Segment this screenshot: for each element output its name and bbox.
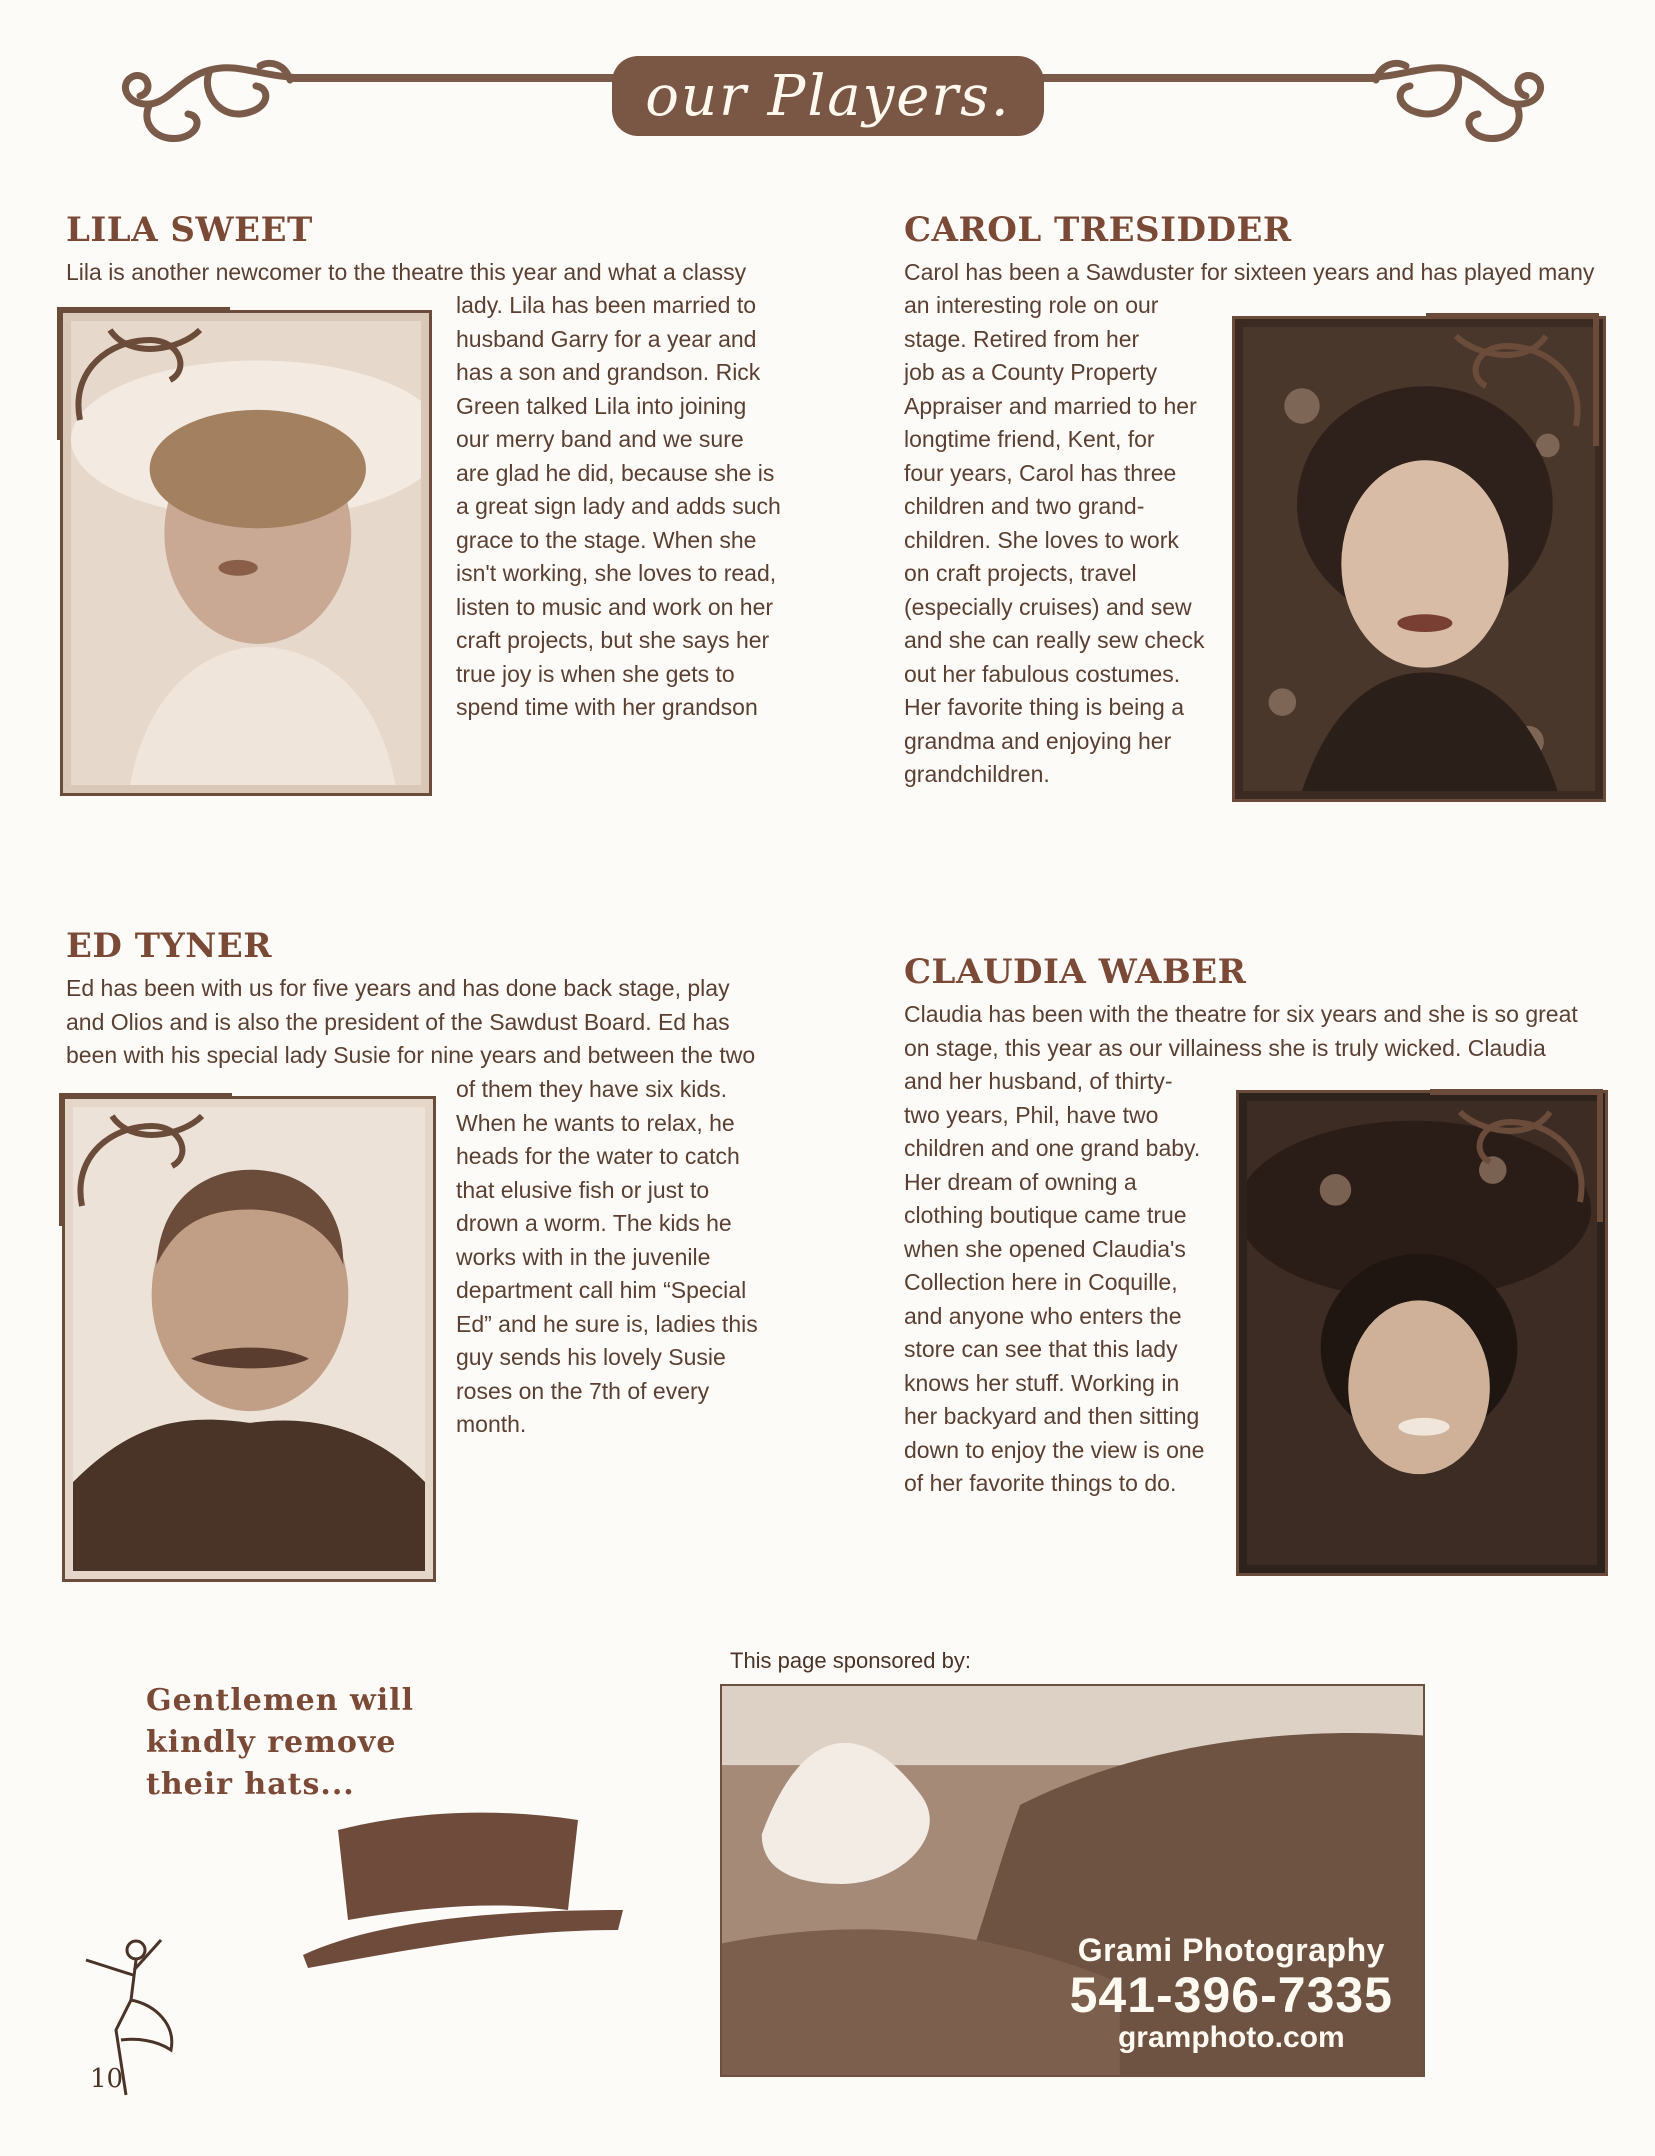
page-number: 10 [90,2064,124,2094]
bio-line: heads for the water to catch [456,1143,740,1169]
bio-line: job as a County Property [904,359,1158,385]
player-bio-lead: Carol has been a Sawduster for sixteen years and has played many [904,259,1595,285]
bio-line: listen to music and work on her [456,593,774,620]
bio-line: and her husband, of thirty- [904,1068,1173,1094]
bio-line: Her dream of owning a [904,1168,1137,1195]
bio-line: longtime friend, Kent, for [904,426,1155,452]
bio-line: works with in the juvenile [456,1243,711,1270]
player-bio-lead: Lila is another newcomer to the theatre this year and what a classy [66,259,747,285]
bio-line: children and two grand- [904,493,1145,519]
bio-line: and she can really sew check [904,627,1205,653]
player-name: ED TYNER [66,926,273,966]
bio-line: on stage, this year as our villainess she is truly wicked. Claudia [904,1034,1546,1061]
bio-line: When he wants to relax, he [456,1109,735,1136]
page-title: our Players. [612,56,1044,136]
bio-line: craft projects, but she says her [456,627,770,653]
bio-line: children. She loves to work [904,526,1179,553]
bio-line: are glad he did, because she is [456,459,775,486]
player-name: CLAUDIA WABER [904,952,1247,992]
bio-line: out her fabulous costumes. [904,660,1181,687]
bio-line: Her favorite thing is being a [904,694,1184,720]
bio-line: two years, Phil, have two [904,1101,1159,1128]
bio-line: roses on the 7th of every [456,1377,710,1404]
bio-line: four years, Carol has three [904,459,1177,486]
bio-line: a great sign lady and adds such [456,493,781,519]
bio-line: (especially cruises) and sew [904,593,1192,620]
bio-line: children and one grand baby. [904,1135,1201,1161]
bio-line: of them they have six kids. [456,1076,728,1102]
scroll-ornament-left-icon [110,52,320,148]
player-bio-lead [904,998,1578,1065]
frame-corner-ornament-icon [1416,306,1606,456]
frame-corner-ornament-icon [52,1086,242,1236]
bio-line: been with his special lady Susie for nine years and between the two [66,1042,756,1068]
bio-line: Claudia has been with the theatre for six years and she is so great [904,1001,1578,1027]
bio-line: her backyard and then sitting [904,1403,1200,1429]
bio-line: on craft projects, travel [904,560,1137,586]
bio-line: stage. Retired from her [904,325,1140,352]
bio-line: store can see that this lady [904,1336,1178,1362]
bio-line: true joy is when she gets to [456,660,735,687]
bio-line: drown a worm. The kids he [456,1210,732,1236]
bio-line: Appraiser and married to her [904,392,1197,419]
ad-studio-name: Grami Photography [1077,1932,1385,1968]
sponsor-label: This page sponsored by: [730,1648,971,1673]
bio-line: Ed has been with us for five years and has done back stage, play [66,975,730,1001]
gentlemen-note [146,1680,414,1806]
bio-line: Ed” and he sure is, ladies this [456,1310,758,1337]
bio-line: department call him “Special [456,1277,747,1303]
player-bio [904,289,1204,792]
frame-corner-ornament-icon [1420,1082,1610,1232]
frame-corner-ornament-icon [50,300,240,450]
sponsor-ad [720,1684,1425,2077]
player-bio [456,1073,758,1442]
bio-line: has a son and grandson. Rick [456,359,761,385]
bowler-hat-icon [298,1790,628,1970]
bio-line: when she opened Claudia's [904,1235,1186,1262]
bio-line: grace to the stage. When she [456,526,757,553]
note-line: Gentlemen will [146,1683,414,1718]
bio-line: isn't working, she loves to read, [456,560,777,586]
bio-line: spend time with her grandson [456,694,758,720]
bio-line: grandma and enjoying her [904,727,1172,754]
player-name: CAROL TRESIDDER [904,210,1292,250]
banner-rule-left [290,74,620,82]
note-line: kindly remove [146,1725,397,1760]
bio-line: grandchildren. [904,761,1050,787]
banner-rule-right [1036,74,1376,82]
bio-line: Green talked Lila into joining [456,392,747,419]
bio-line: husband Garry for a year and [456,325,757,352]
bio-line: clothing boutique came true [904,1202,1187,1228]
bio-line: and Olios and is also the president of the Sawdust Board. Ed has [66,1008,730,1035]
bio-line: guy sends his lovely Susie [456,1344,726,1370]
bio-line: and anyone who enters the [904,1302,1182,1329]
player-bio-lead [66,972,755,1073]
bio-line: lady. Lila has been married to [456,292,757,318]
player-bio [904,1065,1204,1501]
player-bio [456,289,781,725]
ad-phone: 541-396-7335 [1069,1967,1393,2023]
scroll-ornament-right-icon [1346,52,1556,148]
bio-line: that elusive fish or just to [456,1176,710,1203]
ad-url: gramphoto.com [1117,2021,1345,2054]
bio-line: our merry band and we sure [456,426,744,452]
bio-line: of her favorite things to do. [904,1470,1177,1496]
note-line: their hats... [146,1767,355,1802]
bio-line: Collection here in Coquille, [904,1269,1178,1295]
ad-text [1070,1932,1393,2055]
bio-line: down to enjoy the view is one [904,1436,1205,1463]
bio-line: month. [456,1411,527,1437]
player-name: LILA SWEET [66,210,313,250]
bio-line: an interesting role on our [904,292,1159,318]
bio-line: knows her stuff. Working in [904,1369,1180,1396]
